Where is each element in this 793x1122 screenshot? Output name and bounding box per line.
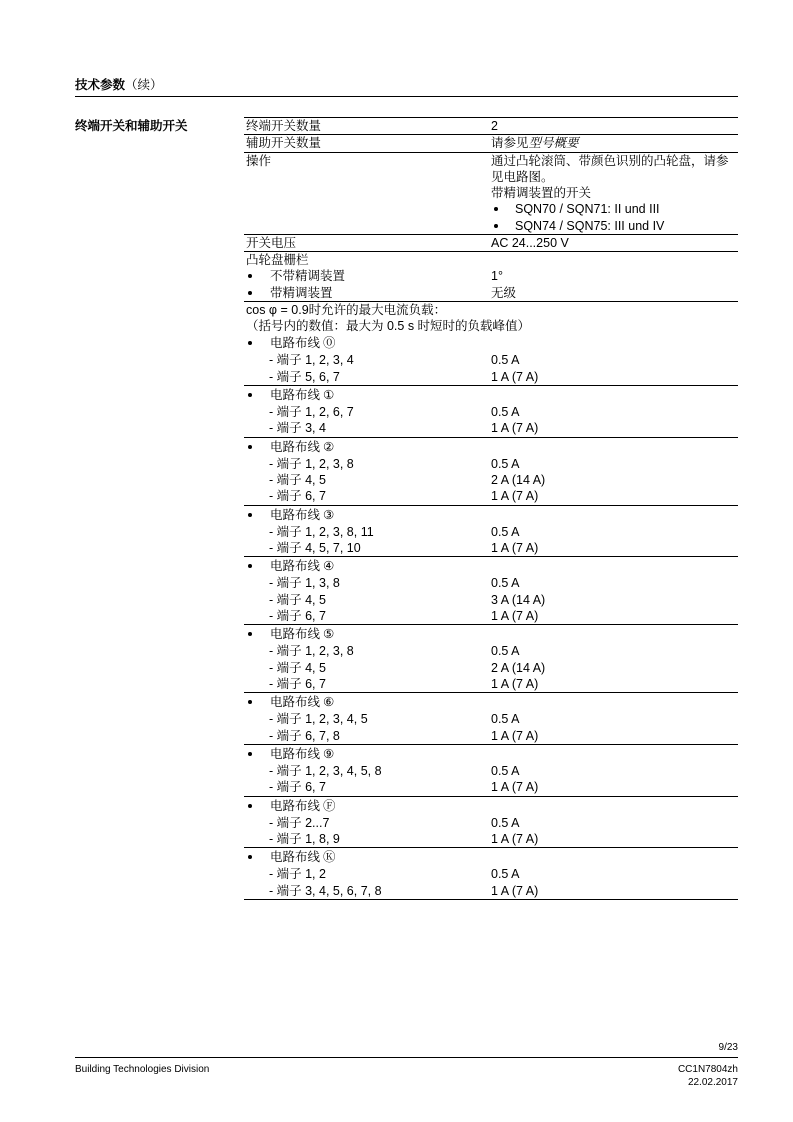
terminal-label: - 端子 3, 4, 5, 6, 7, 8 <box>269 883 382 898</box>
page-title-suffix: （续） <box>125 78 163 92</box>
spec-line <box>244 268 738 284</box>
circuit-value-empty <box>491 506 738 524</box>
terminal-current: 1 A (7 A) <box>491 489 539 504</box>
spec-row-current-load <box>244 302 738 386</box>
terminal-label: - 端子 4, 5 <box>269 473 326 488</box>
circuit-symbol: Ⓚ <box>323 850 336 865</box>
terminal-current: 1 A (7 A) <box>491 369 539 384</box>
spec-label: 操作 <box>246 153 272 168</box>
terminal-row <box>244 676 738 692</box>
terminal-current: 1 A (7 A) <box>491 831 539 846</box>
circuit-label-cell <box>244 797 491 815</box>
terminal-row <box>244 592 738 608</box>
circuit-value-empty <box>491 334 738 352</box>
terminal-row <box>244 831 738 847</box>
circuit-value-empty <box>491 848 738 866</box>
terminal-current: 0.5 A <box>491 815 520 830</box>
circuit-heading <box>244 557 738 575</box>
terminal-current: 0.5 A <box>491 456 520 471</box>
bullet-dot <box>248 393 252 397</box>
circuit-heading <box>244 438 738 456</box>
footer-meta <box>438 1063 738 1089</box>
circuit-label-cell <box>244 386 491 404</box>
spec-label: 终端开关数量 <box>246 119 322 133</box>
circuit-group <box>244 797 738 849</box>
terminal-current: 2 A (14 A) <box>491 473 546 488</box>
terminal-row <box>244 488 738 504</box>
circuit-symbol: ① <box>323 387 335 402</box>
terminal-row <box>244 711 738 727</box>
spec-value: 请参见 <box>491 136 529 151</box>
circuit-group <box>244 625 738 693</box>
circuit-group <box>244 693 738 745</box>
circuit-symbol: ③ <box>323 507 335 522</box>
terminal-row <box>244 524 738 540</box>
terminal-row <box>244 472 738 488</box>
bullet-dot <box>248 341 252 345</box>
spec-line <box>244 318 738 334</box>
circuit-label: 电路布线 <box>270 746 321 761</box>
spec-line <box>244 135 738 151</box>
circuit-value-empty <box>491 557 738 575</box>
circuit-label: 电路布线 <box>270 559 321 574</box>
terminal-current: 1 A (7 A) <box>491 676 539 691</box>
circuit-group <box>244 745 738 797</box>
terminal-label: - 端子 6, 7 <box>269 780 326 795</box>
terminal-label: - 端子 1, 2, 3, 8, 11 <box>269 524 374 539</box>
circuit-group <box>244 438 738 506</box>
document-date: 22.02.2017 <box>687 1077 738 1088</box>
terminal-label: - 端子 6, 7 <box>269 676 326 691</box>
terminal-label: - 端子 2...7 <box>269 815 330 830</box>
terminal-current: 0.5 A <box>491 644 520 659</box>
spec-value-cell <box>491 135 738 151</box>
spec-value-list-item <box>491 218 738 234</box>
spec-line <box>244 185 738 201</box>
page-header <box>75 76 738 97</box>
current-load-title: cos φ = 0.9时允许的最大电流负载： <box>246 302 447 317</box>
spec-line <box>244 252 738 268</box>
spec-sub-value: 1° <box>491 269 503 284</box>
spec-label-empty <box>244 185 491 201</box>
circuit-symbol: ⑨ <box>323 746 335 761</box>
bullet-dot <box>248 274 252 278</box>
terminal-label: - 端子 6, 7 <box>269 489 326 504</box>
spec-value: AC 24...250 V <box>491 235 569 250</box>
terminal-row <box>244 866 738 882</box>
circuit-symbol: ⓪ <box>323 336 336 351</box>
bullet-dot <box>248 513 252 517</box>
terminal-current: 0.5 A <box>491 764 520 778</box>
spec-value-list-text: SQN74 / SQN75: III und IV <box>515 218 665 233</box>
terminal-current: 1 A (7 A) <box>491 780 539 795</box>
terminal-current: 1 A (7 A) <box>491 421 539 436</box>
spec-value-list-text: SQN70 / SQN71: II und III <box>515 202 660 217</box>
spec-label: 开关电压 <box>246 235 297 250</box>
spec-line <box>244 285 738 301</box>
circuit-label: 电路布线 <box>270 336 321 351</box>
spec-label-empty <box>244 201 491 217</box>
spec-row-switching-voltage <box>244 235 738 252</box>
circuit-label-cell <box>244 693 491 711</box>
circuit-group <box>244 386 738 438</box>
bullet-dot <box>494 207 498 211</box>
circuit-symbol: Ⓕ <box>323 798 336 813</box>
spec-sub-value: 无级 <box>491 285 517 300</box>
spec-value-empty <box>491 252 738 268</box>
terminal-row <box>244 728 738 744</box>
bullet-dot <box>248 291 252 295</box>
spec-label-empty <box>244 218 491 234</box>
circuit-label-cell <box>244 848 491 866</box>
circuit-label-cell <box>244 438 491 456</box>
spec-sub-label-cell <box>244 268 491 284</box>
terminal-label: - 端子 6, 7 <box>269 608 326 623</box>
terminal-row <box>244 540 738 556</box>
spec-table <box>244 117 738 900</box>
footer-divider <box>75 1057 738 1058</box>
terminal-row <box>244 883 738 899</box>
spec-value-reference: 型号概要 <box>528 136 579 151</box>
terminal-current: 1 A (7 A) <box>491 728 539 743</box>
circuit-label: 电路布线 <box>270 439 321 454</box>
terminal-row <box>244 404 738 420</box>
terminal-current: 2 A (14 A) <box>491 660 546 675</box>
circuit-heading <box>244 625 738 643</box>
terminal-row <box>244 779 738 795</box>
circuit-heading <box>244 745 738 763</box>
circuit-label-cell <box>244 557 491 575</box>
circuit-label: 电路布线 <box>270 798 321 813</box>
terminal-current: 1 A (7 A) <box>491 608 539 623</box>
circuit-heading <box>244 848 738 866</box>
circuit-label: 电路布线 <box>270 507 321 522</box>
bullet-dot <box>248 855 252 859</box>
section-heading: 终端开关和辅助开关 <box>75 119 188 133</box>
terminal-label: - 端子 4, 5, 7, 10 <box>269 541 361 555</box>
terminal-label: - 端子 1, 2, 3, 4 <box>269 353 354 368</box>
circuit-heading <box>244 797 738 815</box>
circuit-value-empty <box>491 797 738 815</box>
circuit-heading <box>244 506 738 524</box>
bullet-dot <box>248 700 252 704</box>
spec-sub-label: 不带精调装置 <box>270 269 346 284</box>
circuit-value-empty <box>491 693 738 711</box>
terminal-current: 0.5 A <box>491 576 520 591</box>
terminal-label: - 端子 6, 7, 8 <box>269 728 340 743</box>
circuit-heading <box>244 334 738 352</box>
page-number: 9/23 <box>718 1042 738 1053</box>
bullet-dot <box>248 752 252 756</box>
terminal-row <box>244 456 738 472</box>
circuit-group <box>244 506 738 558</box>
terminal-row <box>244 815 738 831</box>
terminal-label: - 端子 1, 2, 3, 4, 5 <box>269 712 368 727</box>
circuit-label: 电路布线 <box>270 387 321 402</box>
circuit-value-empty <box>491 625 738 643</box>
terminal-label: - 端子 1, 2, 3, 8 <box>269 644 354 659</box>
terminal-row <box>244 763 738 779</box>
spec-value: 2 <box>491 119 498 133</box>
terminal-label: - 端子 1, 2, 3, 8 <box>269 456 354 471</box>
spec-value-list-item <box>491 201 738 217</box>
bullet-dot <box>248 564 252 568</box>
spec-line <box>244 118 738 134</box>
terminal-label: - 端子 3, 4 <box>269 421 326 436</box>
spec-sub-label: 带精调装置 <box>270 285 333 300</box>
terminal-label: - 端子 4, 5 <box>269 660 326 675</box>
bullet-dot <box>248 445 252 449</box>
spec-value: 通过凸轮滚筒、带颜色识别的凸轮盘，请参见电路图。 <box>491 153 729 184</box>
terminal-row <box>244 420 738 436</box>
spec-row-aux-switch-count <box>244 135 738 152</box>
bullet-dot <box>248 804 252 808</box>
terminal-row <box>244 369 738 385</box>
circuit-label-cell <box>244 334 491 352</box>
circuit-symbol: ④ <box>323 559 335 574</box>
terminal-label: - 端子 4, 5 <box>269 592 326 607</box>
spec-row-operation <box>244 153 738 235</box>
circuit-heading <box>244 386 738 404</box>
terminal-current: 0.5 A <box>491 712 520 727</box>
spec-line <box>244 201 738 217</box>
terminal-current: 0.5 A <box>491 524 520 539</box>
terminal-label: - 端子 1, 2, 6, 7 <box>269 405 354 420</box>
terminal-current: 0.5 A <box>491 405 520 420</box>
terminal-current: 0.5 A <box>491 353 520 368</box>
circuit-label: 电路布线 <box>270 850 321 865</box>
circuit-label-cell <box>244 506 491 524</box>
circuit-group <box>244 557 738 625</box>
spec-line <box>244 218 738 234</box>
terminal-row <box>244 575 738 591</box>
page-title: 技术参数 <box>75 78 126 92</box>
terminal-current: 1 A (7 A) <box>491 541 539 555</box>
bullet-dot <box>248 632 252 636</box>
terminal-label: - 端子 5, 6, 7 <box>269 369 340 384</box>
spec-sub-label-cell <box>244 285 491 301</box>
circuit-symbol: ② <box>323 439 335 454</box>
terminal-row <box>244 660 738 676</box>
terminal-row <box>244 643 738 659</box>
spec-row-limit-switch-count <box>244 118 738 135</box>
spec-label: 辅助开关数量 <box>246 136 322 151</box>
circuit-label-cell <box>244 745 491 763</box>
circuit-label: 电路布线 <box>270 695 321 710</box>
current-load-note: （括号内的数值：最大为 0.5 s 时短时的负载峰值） <box>246 319 531 333</box>
terminal-label: - 端子 1, 2, 3, 4, 5, 8 <box>269 764 382 778</box>
footer-division: Building Technologies Division <box>75 1064 210 1075</box>
circuit-label-cell <box>244 625 491 643</box>
circuit-value-empty <box>491 438 738 456</box>
bullet-dot <box>494 224 498 228</box>
circuit-label: 电路布线 <box>270 627 321 642</box>
terminal-row <box>244 608 738 624</box>
spec-row-cam-disc-grid <box>244 252 738 302</box>
spec-line <box>244 153 738 186</box>
circuit-heading <box>244 693 738 711</box>
spec-line <box>244 235 738 251</box>
circuit-symbol: ⑥ <box>323 695 335 710</box>
terminal-label: - 端子 1, 2 <box>269 867 326 882</box>
terminal-row <box>244 352 738 368</box>
circuit-value-empty <box>491 745 738 763</box>
terminal-current: 3 A (14 A) <box>491 592 546 607</box>
spec-label: 凸轮盘栅栏 <box>246 253 309 267</box>
terminal-label: - 端子 1, 8, 9 <box>269 831 340 846</box>
circuit-group <box>244 848 738 900</box>
circuit-symbol: ⑤ <box>323 627 335 642</box>
terminal-current: 1 A (7 A) <box>491 883 539 898</box>
spec-line <box>244 302 738 318</box>
spec-value-subtitle: 带精调装置的开关 <box>491 186 592 200</box>
document-number: CC1N7804zh <box>677 1064 738 1075</box>
circuit-value-empty <box>491 386 738 404</box>
terminal-current: 0.5 A <box>491 867 520 882</box>
terminal-label: - 端子 1, 3, 8 <box>269 576 340 591</box>
